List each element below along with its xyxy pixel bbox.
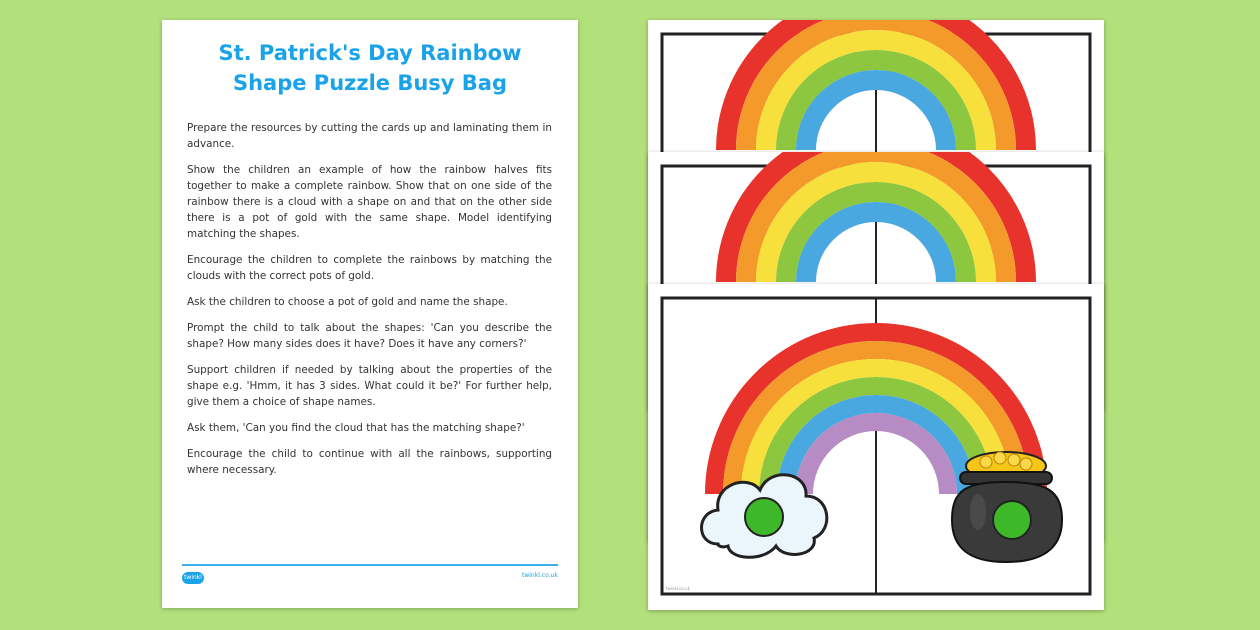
pot-of-gold-icon (952, 452, 1062, 562)
instruction-paragraph: Show the children an example of how the rainbow halves fits together to make a complete rainbow. Show that on one side of the rainbow there is a cloud with a shape on and that on the other side there is a pot of gold with the same shape. Model identifying matching the shapes. (187, 164, 552, 240)
instruction-paragraph: Encourage the children to complete the rainbows by matching the clouds with the correct pots of gold. (187, 254, 552, 282)
instructions-body (187, 120, 552, 488)
instruction-paragraph: Encourage the child to continue with all the rainbows, supporting where necessary. (187, 448, 552, 476)
footer-divider (182, 564, 558, 566)
page-title (162, 38, 578, 98)
title-line-2: Shape Puzzle Busy Bag (232, 71, 508, 95)
card-footer-url: twinkl.co.uk (666, 586, 690, 591)
footer-url: twinkl.co.uk (522, 572, 558, 579)
title-line-1: St. Patrick's Day Rainbow (218, 41, 522, 65)
instruction-paragraph: Ask the children to choose a pot of gold and name the shape. (187, 296, 508, 308)
instruction-sheet (162, 20, 578, 608)
instruction-paragraph: Prompt the child to talk about the shapes: 'Can you describe the shape? How many sides does it have? Does it have any corners?' (187, 322, 552, 350)
instruction-paragraph: Prepare the resources by cutting the cards up and laminating them in advance. (187, 122, 552, 150)
rainbow-card-front (648, 284, 1104, 610)
instruction-paragraph: Support children if needed by talking about the properties of the shape e.g. 'Hmm, it has 3 sides. What could it be?' For further help, give them a choice of shape names. (187, 364, 552, 408)
instruction-paragraph: Ask them, 'Can you find the cloud that has the matching shape?' (187, 422, 525, 434)
twinkl-logo: twinkl (182, 572, 204, 584)
